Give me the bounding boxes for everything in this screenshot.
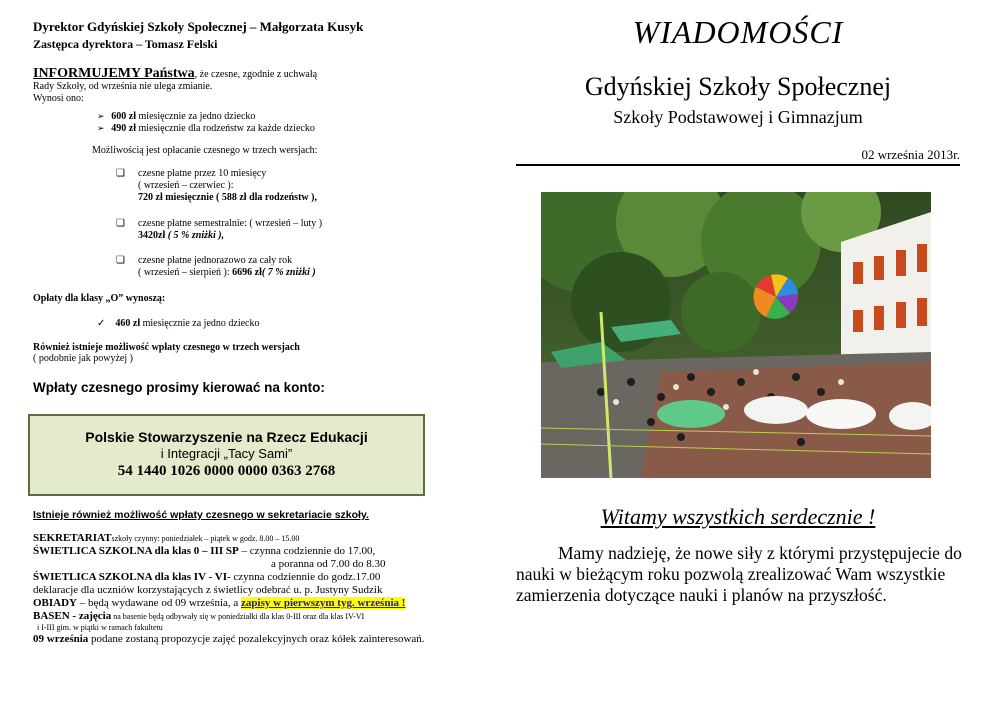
swietlica1-label: ŚWIETLICA SZKOLNA dla klas 0 – III SP	[33, 545, 239, 557]
swietlica2-label: ŚWIETLICA SZKOLNA dla klas IV - VI-	[33, 571, 231, 583]
also-three-note: Również istnieje możliwość wpłaty czesnego w trzech wersjach	[33, 342, 300, 353]
sekretariat-text: szkoły czynny: poniedziałek – piątek w godz. 8.00 – 15.00	[111, 534, 300, 543]
september-text: podane zostaną propozycje zajęć pozalekcyjnych oraz kółek zainteresowań.	[88, 633, 425, 645]
swietlica2-text: czynna codziennie do godz.17.00	[230, 571, 381, 583]
swietlica1-line2: a poranna od 7.00 do 8.30	[271, 558, 386, 570]
checkbox-bullet-icon: ❑	[116, 218, 125, 229]
basen-label: BASEN - zajęcia	[33, 610, 112, 622]
option-discount: ( 7 % zniżki )	[261, 267, 316, 278]
fee-amount: 490 zł	[111, 123, 137, 134]
option-text: ( wrzesień – czerwiec ):	[138, 180, 234, 191]
header-divider	[516, 164, 960, 166]
option-amount: 6696 zł	[232, 267, 262, 278]
director-line: Dyrektor Gdyńskiej Szkoły Społecznej – Małgorzata Kusyk	[33, 19, 364, 34]
checkbox-bullet-icon: ❑	[116, 255, 125, 266]
class0-heading: Opłaty dla klasy „O” wynoszą:	[33, 293, 166, 304]
inform-text1: , że czesne, zgodnie z uchwałą	[194, 69, 318, 80]
option-text: ( wrzesień – sierpień ):	[138, 267, 233, 278]
arrow-bullet-icon: ➢	[97, 111, 112, 121]
basen-line	[33, 610, 453, 623]
payment-option-2	[116, 218, 322, 242]
bank-account-box	[28, 414, 425, 496]
payment-option-3	[116, 255, 316, 279]
also-three-sub: ( podobnie jak powyżej )	[33, 353, 133, 364]
swietlica2-line2: deklaracje dla uczniów korzystających z świetlicy odebrać u. p. Justyny Sudzik	[33, 584, 383, 596]
payment-option-1	[116, 168, 317, 204]
fee-item-2	[97, 122, 315, 135]
checkmark-icon: ✓	[97, 318, 116, 329]
checkbox-bullet-icon: ❑	[116, 168, 125, 179]
sekretariat-label: SEKRETARIAT	[33, 532, 112, 544]
basen-line2: i I-III gim. w piątki w ramach fakultetu	[37, 623, 163, 632]
school-subtitle: Szkoły Podstawowej i Gimnazjum	[613, 107, 863, 127]
fee-desc: miesięcznie dla rodzeństw za każde dziecko	[136, 123, 315, 134]
class0-fee	[97, 318, 260, 330]
fee-amount: 600 zł	[111, 111, 137, 122]
inform-text2: Rady Szkoły, od września nie ulega zmianie.	[33, 81, 213, 92]
option-amount: 3420zł	[138, 230, 166, 241]
school-festival-photo	[541, 192, 931, 478]
option-amount: 720 zł miesięcznie ( 588 zł dla rodzeństw ),	[138, 192, 317, 203]
swietlica2-line	[33, 571, 453, 584]
option-text: czesne płatne semestralnie: ( wrzesień – luty )	[138, 218, 323, 229]
obiady-line	[33, 597, 453, 610]
september-line	[33, 633, 453, 646]
account-number: 54 1440 1026 0000 0000 0363 2768	[117, 463, 336, 479]
account-heading: Wpłaty czesnego prosimy kierować na konto:	[33, 380, 325, 395]
issue-date: 02 września 2013r.	[861, 147, 960, 162]
deputy-line: Zastępca dyrektora – Tomasz Felski	[33, 37, 218, 51]
option-text: czesne płatne przez 10 miesięcy	[138, 168, 267, 179]
obiady-text: – będą wydawane od 09 września, a	[77, 597, 242, 609]
school-name: Gdyńskiej Szkoły Społecznej	[584, 72, 892, 101]
inform-text3: Wynosi ono:	[33, 93, 84, 104]
obiady-highlight: zapisy w pierwszym tyg. września !	[241, 597, 406, 609]
september-label: 09 września	[33, 633, 89, 645]
account-holder-line2: i Integracji „Tacy Sami”	[160, 446, 293, 461]
fee-amount: 460 zł	[115, 318, 141, 329]
secretariat-note: Istnieje również możliwość wpłaty czesnego w sekretariacie szkoły.	[33, 509, 369, 521]
payment-intro: Możliwością jest opłacanie czesnego w trzech wersjach:	[92, 145, 318, 156]
fee-desc: miesięcznie za jedno dziecko	[140, 318, 260, 329]
swietlica1-line	[33, 545, 453, 558]
arrow-bullet-icon: ➢	[97, 123, 112, 133]
basen-text: na basenie będą odbywały się w poniedziałki dla klas 0-III oraz dla klas IV-VI	[111, 612, 365, 621]
inform-paragraph	[33, 68, 433, 81]
option-discount: ( 5 % zniżki ),	[167, 230, 225, 241]
swietlica1-text: – czynna codziennie do 17.00,	[238, 545, 376, 557]
welcome-heading: Witamy wszystkich serdecznie !	[600, 504, 876, 529]
option-text: czesne płatne jednorazowo za cały rok	[138, 255, 293, 266]
welcome-paragraph: Mamy nadzieję, że nowe siły z którymi przystępujecie do nauki w bieżącym roku pozwolą zrealizować Wam wszystkie zamierzenia dotyczące nauki i planów na przyszłość.	[516, 543, 962, 605]
account-holder: Polskie Stowarzyszenie na Rzecz Edukacji	[85, 429, 368, 445]
school-info-block	[33, 532, 453, 646]
fee-desc: miesięcznie za jedno dziecko	[136, 111, 256, 122]
masthead-title: WIADOMOŚCI	[632, 14, 844, 50]
inform-heading: INFORMUJEMY Państwa	[33, 66, 195, 81]
obiady-label: OBIADY	[33, 597, 78, 609]
sekretariat-line	[33, 532, 453, 545]
